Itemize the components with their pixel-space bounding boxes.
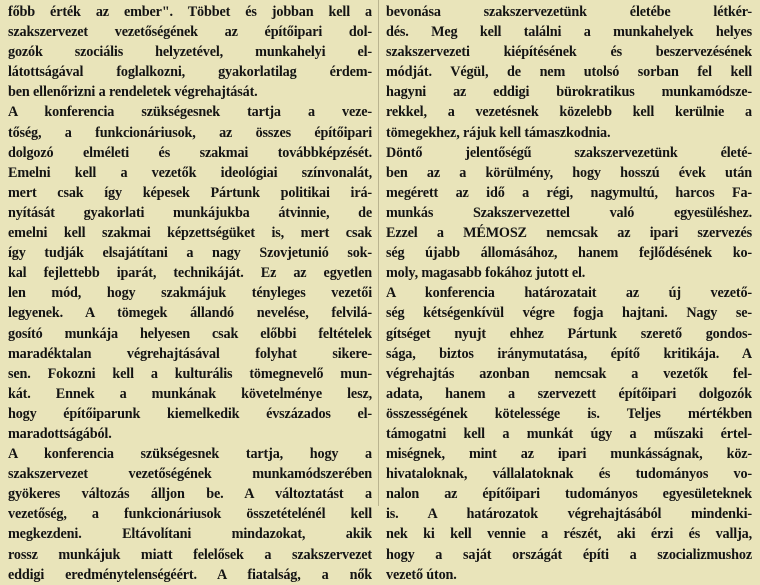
text-line: megérett az idő a régi, nagymultú, harcos Fa-: [386, 184, 752, 201]
text-line: végrehajtás azonban nemcsak a vezetők fel-: [386, 365, 752, 382]
text-line: ség kétségenkívül végre fogja hajtani. Nagy se-: [386, 305, 752, 322]
text-line: Emelni kell a vezetők ideológiai színvonalát,: [8, 164, 372, 181]
text-line: szakszervezeti kiépítésének és beszervezésének: [386, 44, 752, 61]
text-line: szakszervezet vezetőségének az építőipari dol-: [8, 24, 372, 41]
text-line: gozók szociális helyzetével, munkahelyi el-: [8, 44, 372, 61]
text-line: is. A határozatok végrehajtásából mindenki-: [386, 506, 752, 523]
text-line: sága, biztos iránymutatása, építő kritikája. A: [386, 345, 752, 362]
text-line: sen. Fokozni kell a kulturális tömegnevelő mun-: [8, 365, 372, 382]
text-line: hivataloknak, vállalatoknak és tudományos vo-: [386, 466, 752, 483]
text-line: összességének kötelessége is. Teljes mértékben: [386, 405, 752, 422]
text-line: nek ki kell vennie a részét, aki érzi és vallja,: [386, 526, 752, 543]
text-line: vezető úton.: [386, 566, 457, 583]
text-line: vezetőség, a funkcionáriusok összetételénél kell: [8, 506, 372, 523]
text-line: ben ellenőrizni a rendeletek végrehajtását.: [8, 84, 258, 101]
text-line: szakszervezet vezetőségének munkamódszerében: [8, 466, 372, 483]
text-line: A konferencia szükségesnek tartja, hogy a: [8, 446, 372, 463]
text-line: módját. Végül, de nem utolsó sorban fel kell: [386, 64, 752, 81]
right-text-column: [386, 2, 752, 585]
text-line: nyítását gyakorlati munkájukba átvinnie, de: [8, 204, 372, 221]
text-line: miségnek, mint az ipari munkásságnak, köz-: [386, 446, 752, 463]
text-line: kal fejlettebb iparát, technikáját. Ez az egyetlen: [8, 265, 372, 282]
text-line: rossz munkájuk miatt felelősek a szakszervezet: [8, 546, 372, 563]
text-line: dés. Meg kell találni a munkahelyek helyes: [386, 24, 752, 41]
left-text-column: [8, 2, 372, 585]
text-line: emelni kell szakmai képzettségüket is, mert csak: [8, 225, 372, 242]
text-line: gosító munkája helyesen csak előbbi feltételek: [8, 325, 372, 342]
text-line: kát. Ennek a munkának követelménye lesz,: [8, 385, 372, 402]
text-line: len mód, hogy szakmájuk tényleges vezetői: [8, 285, 372, 302]
text-line: hogy a saját országát építi a szocializmushoz: [386, 546, 752, 563]
text-line: eddigi eredménytelenségéért. A fiatalság, a nők: [8, 566, 372, 583]
column-divider: [378, 0, 379, 506]
text-line: moly, magasabb fokához jutott el.: [386, 265, 586, 282]
text-line: mert csak így képesek Pártunk politikai irá-: [8, 184, 372, 201]
text-line: tömegekhez, rájuk kell támaszkodnia.: [386, 124, 611, 141]
text-line: megkezdeni. Eltávolítani mindazokat, akik: [8, 526, 372, 543]
text-line: munkás Szakszervezettel való egyesüléshez.: [386, 204, 752, 221]
text-line: gyökeres változás álljon be. A változtatást a: [8, 486, 372, 503]
text-line: tőség, a funkcionáriusok, az összes építőipari: [8, 124, 372, 141]
text-line: dolgozó elméleti és szakmai továbbképzését.: [8, 144, 372, 161]
text-line: adata, hanem a szervezett építőipari dolgozók: [386, 385, 752, 402]
text-line: maradéktalan végrehajtásával folyhat sikere-: [8, 345, 372, 362]
text-line: ség újabb állomásához, hanem fejlődésének ko-: [386, 245, 752, 262]
text-line: így tudják elsajátítani a nagy Szovjetunió sok-: [8, 245, 372, 262]
text-line: A konferencia határozatait az új vezető-: [386, 285, 752, 302]
text-line: Ezzel a MÉMOSZ nemcsak az ipari szervezés: [386, 225, 752, 242]
text-line: bevonása szakszervezetünk életébe létkér-: [386, 4, 752, 20]
text-line: nalon az építőipari tudományos egyesületeknek: [386, 486, 752, 503]
text-line: hogy építőiparunk kiemelkedik évszázados el-: [8, 405, 372, 422]
text-line: rekkel, a vezetésnek közelebb kell kerülnie a: [386, 104, 752, 121]
text-line: ben az a körülmény, hogy hosszú évek után: [386, 164, 752, 181]
text-line: Döntő jelentőségű szakszervezetünk életé-: [386, 144, 752, 161]
text-line: maradottságából.: [8, 425, 112, 442]
text-line: gítséget nyujt ehhez Pártunk szerető gondos-: [386, 325, 752, 342]
text-line: támogatni kell a munkát úgy a műszaki értel-: [386, 425, 752, 442]
text-line: hagyni az eddigi bürokratikus munkamódsze-: [386, 84, 752, 101]
text-line: főbb érték az ember". Többet és jobban kell a: [8, 4, 372, 20]
text-line: látottságával foglalkozni, gyakorlatilag érdem-: [8, 64, 372, 81]
text-line: legyenek. A tömegek állandó nevelése, felvilá-: [8, 305, 372, 322]
text-line: A konferencia szükségesnek tartja a veze-: [8, 104, 372, 121]
